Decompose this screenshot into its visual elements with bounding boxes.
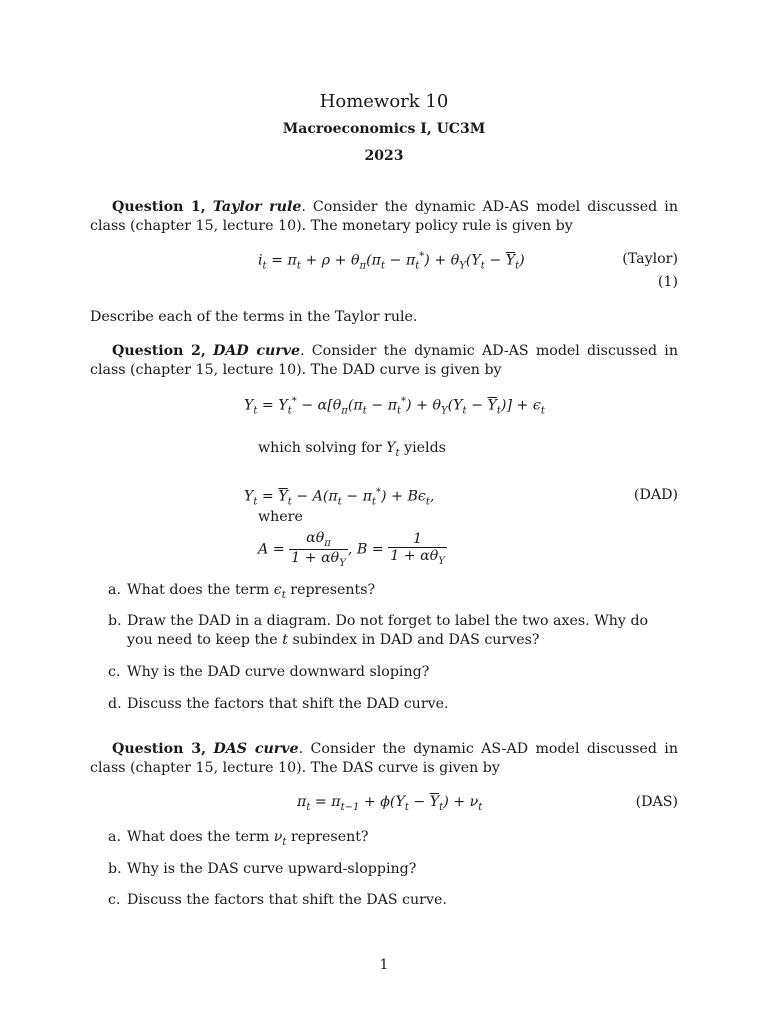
dad-solved-equation: $Y_t = \overline{Y}_t - A(\pi_t - \pi_t^*) + B\epsilon_t$, xyxy=(244,487,435,508)
question-3-heading: Question 3, xyxy=(112,741,207,757)
question-1-prompt: Describe each of the terms in the Taylor rule. xyxy=(90,309,418,325)
solving-line: which solving for $Y_t$ yields xyxy=(258,440,446,459)
document-year: 2023 xyxy=(364,148,404,164)
question-2-item-d: d. Discuss the factors that shift the DAD curve. xyxy=(108,696,449,712)
item-label: b. xyxy=(108,861,122,877)
question-3-intro xyxy=(90,740,678,778)
question-2-name: DAD curve xyxy=(213,343,301,359)
page-number: 1 xyxy=(379,957,389,973)
question-3-text: . Consider the dynamic AS-AD model discussed in class (chapter 15, lecture 10). The DAS curve is given by xyxy=(90,741,678,776)
taylor-rule-equation: $i_t = \pi_t + \rho + \theta_\pi(\pi_t - \pi_t^*) + \theta_Y(Y_t - \overline{Y}_t)$ xyxy=(258,251,525,272)
question-2-item-c: c. Why is the DAD curve downward sloping? xyxy=(108,664,430,680)
question-3-item-b: b. Why is the DAS curve upward-slopping? xyxy=(108,861,417,877)
item-label: a. xyxy=(108,582,121,598)
taylor-equation-tag: (Taylor) xyxy=(622,251,678,267)
coefficient-definitions: A = $\frac{\alpha\theta_\pi}{1 + \alpha\theta_Y}$ , B = $\frac{1}{1 + \alpha\theta_Y}$ xyxy=(258,530,445,569)
dad-curve-equation: $Y_t = Y_t^* - \alpha[\theta_\pi(\pi_t - \pi_t^*) + \theta_Y(Y_t - \overline{Y}_t)] + \epsilon_t$ xyxy=(244,396,545,417)
question-1-intro xyxy=(90,198,678,236)
question-3-name: DAS curve xyxy=(213,741,299,757)
yields-text: yields xyxy=(404,440,446,456)
question-1-text: . Consider the dynamic AD-AS model discussed in class (chapter 15, lecture 10). The monetary policy rule is given by xyxy=(90,199,678,234)
fraction-b: $\frac{1}{1 + \alpha\theta_Y}$ xyxy=(390,531,445,568)
question-2-text: . Consider the dynamic AD-AS model discussed in class (chapter 15, lecture 10). The DAD curve is given by xyxy=(90,343,678,378)
solving-text: which solving for xyxy=(258,440,382,456)
question-1-name: Taylor rule xyxy=(212,199,302,215)
where-text: where xyxy=(258,509,303,525)
question-2-item-b: b. Draw the DAD in a diagram. Do not forget to label the two axes. Why do you need to keep the t subindex in DAD and DAS curves? xyxy=(108,613,649,648)
question-3-item-a: a. What does the term $\nu_t$ represent? xyxy=(108,829,369,848)
question-3-item-c: c. Discuss the factors that shift the DAS curve. xyxy=(108,892,447,908)
das-equation-tag: (DAS) xyxy=(635,794,678,810)
document-title: Homework 10 xyxy=(319,91,449,112)
question-2-heading: Question 2, xyxy=(112,343,206,359)
dad-equation-tag: (DAD) xyxy=(633,487,678,503)
question-2-intro xyxy=(90,342,678,380)
item-label: a. xyxy=(108,829,121,845)
document-subtitle: Macroeconomics I, UC3M xyxy=(282,121,486,137)
fraction-a: $\frac{\alpha\theta_\pi}{1 + \alpha\theta_Y}$ xyxy=(291,530,346,569)
das-curve-equation: $\pi_t = \pi_{t-1} + \phi(Y_t - \overline{Y}_t) + \nu_t$ xyxy=(297,794,483,813)
question-1-heading: Question 1, xyxy=(112,199,206,215)
item-label: d. xyxy=(108,696,122,712)
item-label: c. xyxy=(108,664,121,680)
question-2-item-a: a. What does the term $\epsilon_t$ represents? xyxy=(108,582,376,601)
taylor-equation-number: (1) xyxy=(657,274,678,290)
item-label: c. xyxy=(108,892,121,908)
item-label: b. xyxy=(108,613,122,629)
